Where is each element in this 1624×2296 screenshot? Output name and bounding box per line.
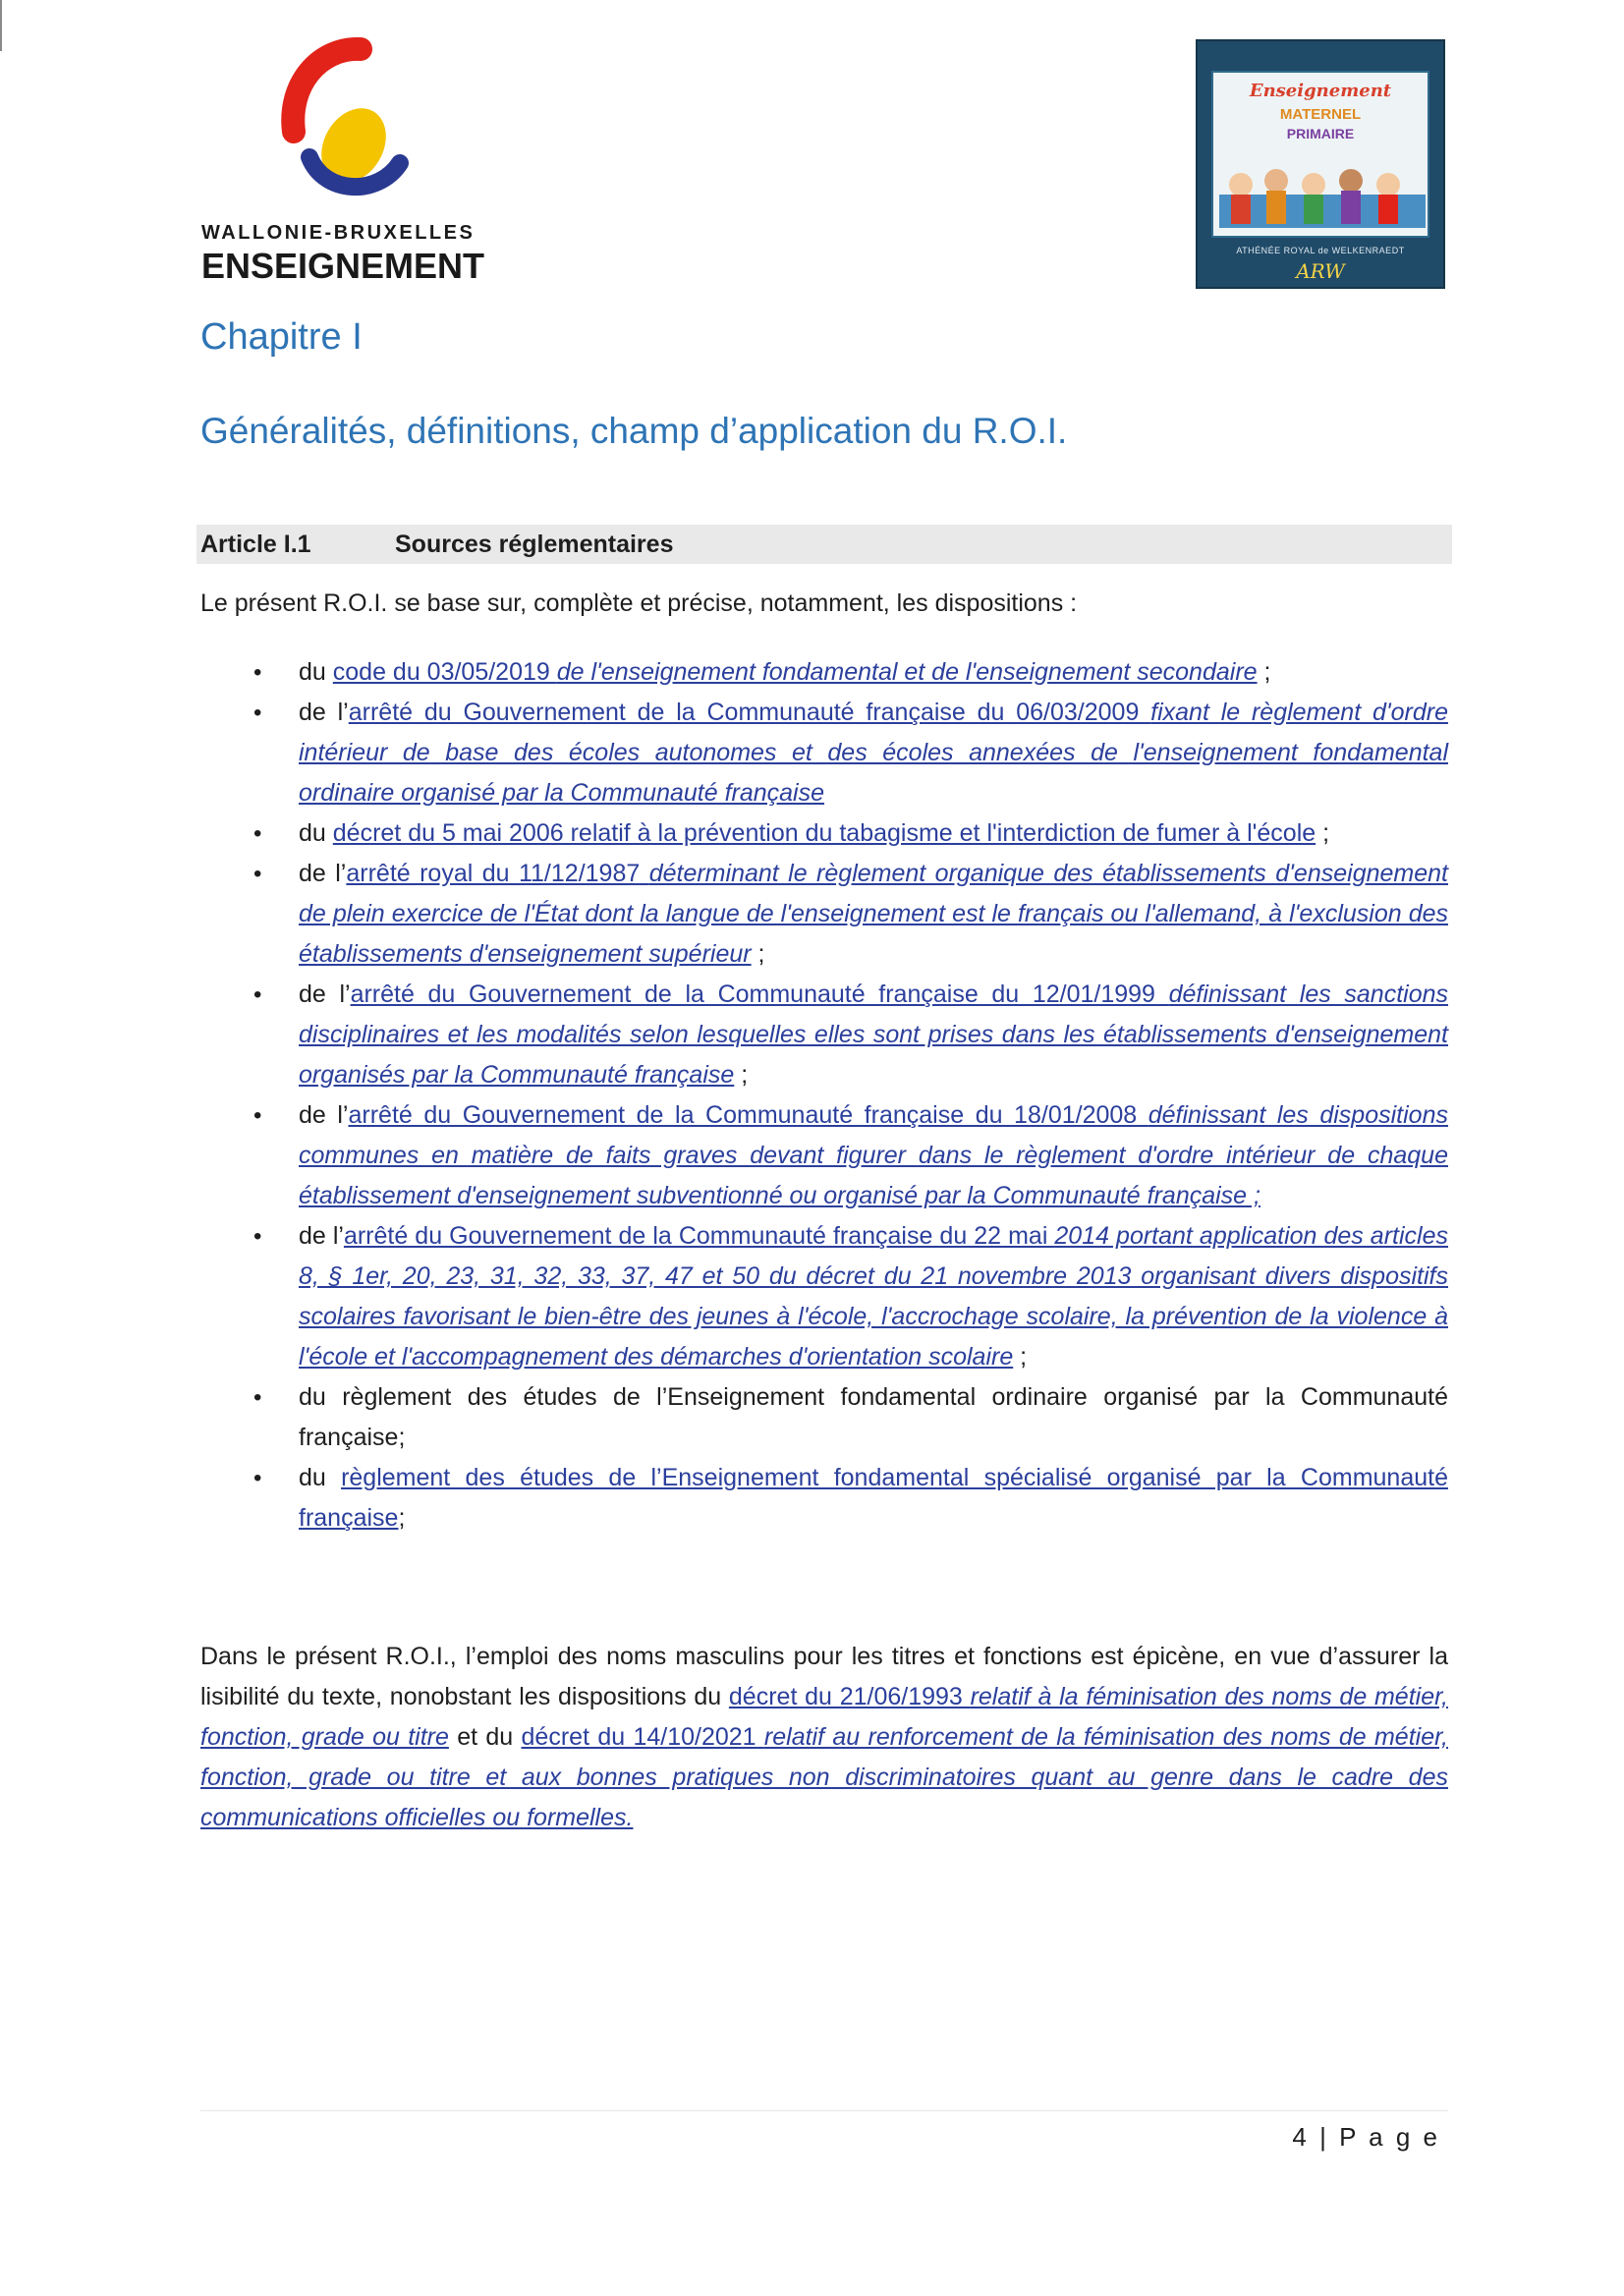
closing-text: Dans le présent R.O.I., l’emploi des noms masculins pour les titres et fonctions est épicène, en vue d’assurer la lisibilité du texte, nonobstant les dispositions du xyxy=(200,1643,1448,1710)
list-item xyxy=(299,652,1448,693)
list-item xyxy=(299,1377,1448,1458)
closing-paragraph xyxy=(200,1637,1448,1838)
list-item xyxy=(299,1095,1448,1216)
sources-list xyxy=(299,652,1448,1539)
list-item-suffix: ; xyxy=(751,940,765,968)
list-item-text: de l’ xyxy=(299,1222,344,1250)
school-logo-title-1: Enseignement xyxy=(1249,81,1392,101)
regulation-link[interactable]: arrêté royal du 11/12/1987 déterminant le règlement organique des établissements d'enseignement de plein exercice de l'État dont la langue de l'enseignement est le français ou l'allemand, à l'exclusion des établissements d'enseignement supérieur xyxy=(299,860,1448,968)
list-item-suffix: ; xyxy=(398,1504,406,1532)
school-logo-subtitle: ATHÉNÉE ROYAL de WELKENRAEDT xyxy=(1236,246,1405,255)
page-footer xyxy=(1292,2122,1440,2153)
wbe-logo-icon xyxy=(270,37,418,204)
chapter-heading: Chapitre I xyxy=(200,316,363,358)
list-item-suffix: ; xyxy=(1013,1343,1028,1371)
regulation-link[interactable]: arrêté du Gouvernement de la Communauté française du 12/01/1999 définissant les sanctions disciplinaires et les modalités selon lesquelles elles sont prises dans les établissements d'enseignement organisés par la Communauté française xyxy=(299,980,1448,1089)
list-item-text: du xyxy=(299,658,333,686)
wbe-logo xyxy=(201,37,486,293)
school-logo xyxy=(1196,39,1445,289)
brand-line-1: WALLONIE-BRUXELLES xyxy=(201,222,476,244)
school-logo-board xyxy=(1211,71,1429,238)
regulation-link[interactable]: arrêté du Gouvernement de la Communauté française du 06/03/2009 fixant le règlement d'ordre intérieur de base des écoles autonomes et des écoles annexées de l'enseignement fondamental ordinaire organisé par la Communauté française xyxy=(299,699,1448,807)
list-item-suffix: ; xyxy=(1257,658,1271,686)
chapter-title: Généralités, définitions, champ d’application du R.O.I. xyxy=(200,411,1068,451)
page-separator: | xyxy=(1319,2122,1329,2152)
list-item-text: de l’ xyxy=(299,860,347,887)
regulation-link[interactable]: arrêté du Gouvernement de la Communauté française du 18/01/2008 définissant les dispositions communes en matière de faits graves devant figurer dans le règlement d'ordre intérieur de chaque établissement d'enseignement subventionné ou organisé par la Communauté française ; xyxy=(299,1101,1448,1209)
list-item-text: du xyxy=(299,819,333,847)
footer-divider xyxy=(200,2110,1448,2111)
article-header xyxy=(196,525,1452,564)
page-label: P a g e xyxy=(1339,2122,1440,2152)
list-item xyxy=(299,1458,1448,1539)
regulation-link[interactable]: arrêté du Gouvernement de la Communauté française du 22 mai 2014 portant application des articles 8, § 1er, 20, 23, 31, 32, 33, 37, 47 et 50 du décret du 21 novembre 2013 organisant divers dispositifs scolaires favorisant le bien-être des jeunes à l'école, l'accrochage scolaire, la prévention de la violence à l'école et l'accompagnement des démarches d'orientation scolaire xyxy=(299,1222,1448,1371)
list-item-text: de l’ xyxy=(299,699,349,726)
regulation-link[interactable]: règlement des études de l’Enseignement fondamental spécialisé organisé par la Communauté française xyxy=(299,1464,1448,1532)
article-number: Article I.1 xyxy=(200,531,311,558)
brand-line-2: ENSEIGNEMENT xyxy=(201,246,485,286)
list-item-text: du règlement des études de l’Enseignement fondamental ordinaire organisé par la Communauté française; xyxy=(299,1383,1448,1451)
list-item xyxy=(299,1216,1448,1377)
regulation-link[interactable]: décret du 5 mai 2006 relatif à la prévention du tabagisme et l'interdiction de fumer à l'école xyxy=(332,819,1316,847)
list-item-suffix: ; xyxy=(734,1061,749,1089)
article-title: Sources réglementaires xyxy=(395,531,674,558)
decree-1993-link[interactable]: décret du 21/06/1993 relatif à la féminisation des noms de métier, fonction, grade ou titre xyxy=(200,1683,1449,1751)
children-illustration-icon xyxy=(1219,155,1426,228)
scan-edge-mark xyxy=(0,0,2,51)
intro-paragraph: Le présent R.O.I. se base sur, complète et précise, notamment, les dispositions : xyxy=(200,589,1078,617)
list-item xyxy=(299,813,1448,854)
school-logo-title-3: PRIMAIRE xyxy=(1286,126,1355,141)
school-logo-mark: ARW xyxy=(1296,259,1345,283)
list-item xyxy=(299,854,1448,975)
list-item-text: de l’ xyxy=(299,980,351,1008)
decree-2021-link[interactable]: décret du 14/10/2021 relatif au renforcement de la féminisation des noms de métier, fonction, grade ou titre et aux bonnes pratiques non discriminatoires quant au genre dans le cadre des communications officielles ou formelles. xyxy=(200,1723,1448,1831)
closing-text: et du xyxy=(448,1723,522,1751)
list-item xyxy=(299,975,1448,1095)
regulation-link[interactable]: code du 03/05/2019 de l'enseignement fondamental et de l'enseignement secondaire xyxy=(332,658,1258,686)
list-item-text: de l’ xyxy=(299,1101,349,1129)
list-item xyxy=(299,693,1448,813)
page-number: 4 xyxy=(1292,2122,1310,2152)
school-logo-title-2: MATERNEL xyxy=(1279,106,1362,123)
list-item-text: du xyxy=(299,1464,342,1491)
list-item-suffix: ; xyxy=(1316,819,1330,847)
